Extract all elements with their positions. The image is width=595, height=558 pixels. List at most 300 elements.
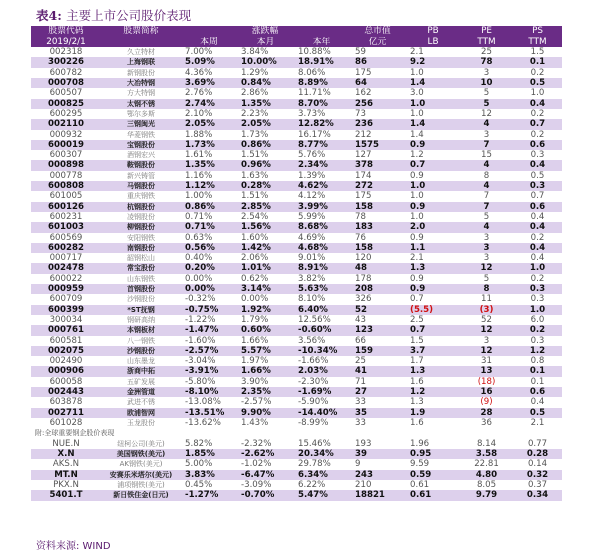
week-change: 1.61% bbox=[181, 150, 237, 160]
stock-code: 601028 bbox=[31, 418, 101, 428]
stock-code: 601003 bbox=[31, 222, 101, 232]
market-cap: 120 bbox=[349, 253, 406, 263]
pb-value: 3.7 bbox=[406, 346, 460, 356]
header-pb-sub: LB bbox=[406, 37, 460, 48]
ps-value: 0.3 bbox=[513, 294, 562, 304]
stock-name: 重庆钢铁 bbox=[101, 191, 181, 201]
market-cap: 76 bbox=[349, 233, 406, 243]
month-change: 1.73% bbox=[237, 130, 294, 140]
week-change: 3.69% bbox=[181, 78, 237, 88]
stock-name: 鞍钢股份 bbox=[101, 160, 181, 170]
table-row bbox=[31, 212, 562, 222]
note-row bbox=[31, 428, 562, 439]
week-change: 1.73% bbox=[181, 140, 237, 150]
stock-code: 600022 bbox=[31, 274, 101, 284]
header-row-2 bbox=[31, 37, 562, 48]
market-cap: 1575 bbox=[349, 140, 406, 150]
stock-name: 新日铁住金(日元) bbox=[101, 490, 181, 500]
year-change: 8.77% bbox=[294, 140, 349, 150]
ps-value: 0.2 bbox=[513, 233, 562, 243]
month-change: -0.70% bbox=[237, 490, 294, 500]
ps-value: 0.77 bbox=[513, 439, 562, 449]
table-row bbox=[31, 325, 562, 335]
pb-value: 0.9 bbox=[406, 171, 460, 181]
ps-value: 0.28 bbox=[513, 449, 562, 459]
year-change: 2.34% bbox=[294, 160, 349, 170]
table-row bbox=[31, 366, 562, 376]
stock-code: 603878 bbox=[31, 397, 101, 407]
stock-name: AK钢铁(美元) bbox=[101, 459, 181, 469]
pb-value: 2.1 bbox=[406, 253, 460, 263]
pb-value: 1.7 bbox=[406, 356, 460, 366]
market-cap: 66 bbox=[349, 336, 406, 346]
month-change: 1.97% bbox=[237, 356, 294, 366]
market-cap: 33 bbox=[349, 418, 406, 428]
month-change: 1.92% bbox=[237, 305, 294, 315]
week-change: 0.40% bbox=[181, 253, 237, 263]
week-change: -13.62% bbox=[181, 418, 237, 428]
stock-code: 002490 bbox=[31, 356, 101, 366]
week-change: 0.71% bbox=[181, 212, 237, 222]
month-change: 1.63% bbox=[237, 171, 294, 181]
week-change: -13.08% bbox=[181, 397, 237, 407]
ps-value: 0.3 bbox=[513, 284, 562, 294]
stock-name: 首钢股份 bbox=[101, 284, 181, 294]
pe-value: 12 bbox=[460, 263, 513, 273]
table-row bbox=[31, 202, 562, 212]
ps-value: 0.37 bbox=[513, 480, 562, 490]
stock-code: 000825 bbox=[31, 99, 101, 109]
pb-value: 1.0 bbox=[406, 99, 460, 109]
source-note: 资料来源: WIND bbox=[36, 541, 111, 552]
year-change: 8.06% bbox=[294, 68, 349, 78]
year-change: 4.12% bbox=[294, 191, 349, 201]
stock-code: 300034 bbox=[31, 315, 101, 325]
pb-value: (5.5) bbox=[406, 305, 460, 315]
week-change: 0.71% bbox=[181, 222, 237, 232]
stock-code: 000708 bbox=[31, 78, 101, 88]
week-change: 7.00% bbox=[181, 47, 237, 57]
pe-value: 36 bbox=[460, 418, 513, 428]
stock-name: 沙钢股份 bbox=[101, 346, 181, 356]
table-row bbox=[31, 68, 562, 78]
pb-value: 3.0 bbox=[406, 88, 460, 98]
pe-value: 3 bbox=[460, 130, 513, 140]
table-row bbox=[31, 387, 562, 397]
stock-name: 本钢板材 bbox=[101, 325, 181, 335]
year-change: -8.99% bbox=[294, 418, 349, 428]
year-change: 4.68% bbox=[294, 243, 349, 253]
month-change: 0.96% bbox=[237, 160, 294, 170]
stock-name: 马钢股份 bbox=[101, 181, 181, 191]
ps-value: 0.3 bbox=[513, 336, 562, 346]
header-pe: PE bbox=[460, 26, 513, 37]
pb-value: 1.0 bbox=[406, 109, 460, 119]
pe-value: 4.80 bbox=[460, 470, 513, 480]
month-change: 0.28% bbox=[237, 181, 294, 191]
header-pb: PB bbox=[406, 26, 460, 37]
stock-code: 600808 bbox=[31, 181, 101, 191]
stock-code: 002110 bbox=[31, 119, 101, 129]
stock-code: 600282 bbox=[31, 243, 101, 253]
table-row bbox=[31, 171, 562, 181]
pb-value: 0.7 bbox=[406, 294, 460, 304]
pe-value: 4 bbox=[460, 119, 513, 129]
year-change: 3.56% bbox=[294, 336, 349, 346]
pe-value: 16 bbox=[460, 387, 513, 397]
week-change: -13.51% bbox=[181, 408, 237, 418]
month-change: 3.84% bbox=[237, 47, 294, 57]
month-change: 1.51% bbox=[237, 191, 294, 201]
pb-value: 0.7 bbox=[406, 160, 460, 170]
pb-value: 0.59 bbox=[406, 470, 460, 480]
month-change: 2.54% bbox=[237, 212, 294, 222]
stock-name: 浦项钢铁(美元) bbox=[101, 480, 181, 490]
pb-value: 0.95 bbox=[406, 449, 460, 459]
ps-value: 0.6 bbox=[513, 140, 562, 150]
stock-name: 酒钢宏兴 bbox=[101, 150, 181, 160]
table-row bbox=[31, 336, 562, 346]
week-change: -1.27% bbox=[181, 490, 237, 500]
month-change: 2.85% bbox=[237, 202, 294, 212]
stock-code: 600019 bbox=[31, 140, 101, 150]
market-cap: 158 bbox=[349, 243, 406, 253]
stock-name: 南钢股份 bbox=[101, 243, 181, 253]
year-change: 6.40% bbox=[294, 305, 349, 315]
header-ps-sub: TTM bbox=[513, 37, 562, 48]
year-change: 8.10% bbox=[294, 294, 349, 304]
week-change: 2.10% bbox=[181, 109, 237, 119]
table-row bbox=[31, 88, 562, 98]
stock-name: 常宝股份 bbox=[101, 263, 181, 273]
year-change: 9.01% bbox=[294, 253, 349, 263]
week-change: -3.04% bbox=[181, 356, 237, 366]
year-change: 6.22% bbox=[294, 480, 349, 490]
stock-name: 柳钢股份 bbox=[101, 222, 181, 232]
year-change: -1.66% bbox=[294, 356, 349, 366]
header-blank bbox=[101, 37, 181, 48]
pe-value: (18) bbox=[460, 377, 513, 387]
pe-value: 4 bbox=[460, 222, 513, 232]
stock-code: 000959 bbox=[31, 284, 101, 294]
week-change: 1.85% bbox=[181, 449, 237, 459]
market-cap: 159 bbox=[349, 346, 406, 356]
year-change: 8.70% bbox=[294, 99, 349, 109]
pb-value: 1.5 bbox=[406, 336, 460, 346]
stock-code: MT.N bbox=[31, 470, 101, 480]
week-change: 5.09% bbox=[181, 57, 237, 67]
pb-value: 1.0 bbox=[406, 212, 460, 222]
year-change: -14.40% bbox=[294, 408, 349, 418]
ps-value: 1.0 bbox=[513, 263, 562, 273]
stock-code: 600569 bbox=[31, 233, 101, 243]
stock-code: PKX.N bbox=[31, 480, 101, 490]
ps-value: 0.4 bbox=[513, 243, 562, 253]
market-cap: 378 bbox=[349, 160, 406, 170]
table-row bbox=[31, 490, 562, 500]
market-cap: 43 bbox=[349, 315, 406, 325]
ps-value: 0.4 bbox=[513, 222, 562, 232]
ps-value: 0.32 bbox=[513, 470, 562, 480]
stock-code: NUE.N bbox=[31, 439, 101, 449]
month-change: 0.86% bbox=[237, 140, 294, 150]
stock-code: 600507 bbox=[31, 88, 101, 98]
stock-name: 纽柯公司(美元) bbox=[101, 439, 181, 449]
pe-value: 11 bbox=[460, 294, 513, 304]
pe-value: 8.05 bbox=[460, 480, 513, 490]
stock-code: X.N bbox=[31, 449, 101, 459]
market-cap: 41 bbox=[349, 366, 406, 376]
stock-name: 华菱钢铁 bbox=[101, 130, 181, 140]
year-change: 29.78% bbox=[294, 459, 349, 469]
year-change: -10.34% bbox=[294, 346, 349, 356]
market-cap: 272 bbox=[349, 181, 406, 191]
ps-value: 0.6 bbox=[513, 202, 562, 212]
market-cap: 73 bbox=[349, 109, 406, 119]
ps-value: 0.4 bbox=[513, 253, 562, 263]
month-change: -2.57% bbox=[237, 397, 294, 407]
month-change: 5.57% bbox=[237, 346, 294, 356]
ps-value: 0.2 bbox=[513, 274, 562, 284]
market-cap: 123 bbox=[349, 325, 406, 335]
ps-value: 0.1 bbox=[513, 57, 562, 67]
year-change: 2.03% bbox=[294, 366, 349, 376]
global-stocks bbox=[31, 439, 562, 501]
month-change: 3.90% bbox=[237, 377, 294, 387]
pb-value: 9.2 bbox=[406, 57, 460, 67]
stock-code: 600399 bbox=[31, 305, 101, 315]
header-code: 股票代码 bbox=[31, 26, 101, 37]
pb-value: 1.3 bbox=[406, 397, 460, 407]
table-row bbox=[31, 315, 562, 325]
ps-value: 0.5 bbox=[513, 408, 562, 418]
market-cap: 326 bbox=[349, 294, 406, 304]
stock-name: 鄂尔多斯 bbox=[101, 109, 181, 119]
stock-name: 武进不锈 bbox=[101, 397, 181, 407]
market-cap: 9 bbox=[349, 459, 406, 469]
pb-value: 1.1 bbox=[406, 243, 460, 253]
pe-value: 3 bbox=[460, 253, 513, 263]
year-change: 4.69% bbox=[294, 233, 349, 243]
table-row bbox=[31, 233, 562, 243]
header-mktcap: 总市值 bbox=[349, 26, 406, 37]
pe-value: 3 bbox=[460, 233, 513, 243]
ps-value: 0.4 bbox=[513, 397, 562, 407]
stock-code: 000906 bbox=[31, 366, 101, 376]
table-row bbox=[31, 470, 562, 480]
stock-code: AKS.N bbox=[31, 459, 101, 469]
market-cap: 236 bbox=[349, 119, 406, 129]
table-row bbox=[31, 408, 562, 418]
year-change: 8.68% bbox=[294, 222, 349, 232]
note-section bbox=[31, 428, 562, 439]
month-change: 1.35% bbox=[237, 99, 294, 109]
stock-name: 新兴铸管 bbox=[101, 171, 181, 181]
pe-value: 7 bbox=[460, 140, 513, 150]
ps-value: 0.4 bbox=[513, 99, 562, 109]
week-change: 3.83% bbox=[181, 470, 237, 480]
stock-name: 韶钢松山 bbox=[101, 253, 181, 263]
market-cap: 48 bbox=[349, 263, 406, 273]
pb-value: 1.0 bbox=[406, 68, 460, 78]
pe-value: (9) bbox=[460, 397, 513, 407]
table-row bbox=[31, 274, 562, 284]
market-cap: 162 bbox=[349, 88, 406, 98]
pe-value: 3 bbox=[460, 336, 513, 346]
pb-value: 1.96 bbox=[406, 439, 460, 449]
year-change: 5.47% bbox=[294, 490, 349, 500]
pb-value: 1.3 bbox=[406, 366, 460, 376]
stock-code: 601005 bbox=[31, 191, 101, 201]
pb-value: 1.2 bbox=[406, 387, 460, 397]
year-change: 5.99% bbox=[294, 212, 349, 222]
stock-name: 沙钢股份 bbox=[101, 294, 181, 304]
week-change: 0.00% bbox=[181, 274, 237, 284]
table-row bbox=[31, 109, 562, 119]
pb-value: 2.0 bbox=[406, 222, 460, 232]
month-change: 1.66% bbox=[237, 366, 294, 376]
month-change: -3.09% bbox=[237, 480, 294, 490]
pe-value: 5 bbox=[460, 274, 513, 284]
pe-value: 13 bbox=[460, 366, 513, 376]
year-change: 3.99% bbox=[294, 202, 349, 212]
stock-code: 002443 bbox=[31, 387, 101, 397]
month-change: -2.62% bbox=[237, 449, 294, 459]
stock-name: 杭钢股份 bbox=[101, 202, 181, 212]
stock-code: 002711 bbox=[31, 408, 101, 418]
year-change: 3.82% bbox=[294, 274, 349, 284]
ps-value: 1.2 bbox=[513, 346, 562, 356]
table-row bbox=[31, 263, 562, 273]
pe-value: 31 bbox=[460, 356, 513, 366]
month-change: 2.35% bbox=[237, 387, 294, 397]
header-ps: PS bbox=[513, 26, 562, 37]
pe-value: 5 bbox=[460, 212, 513, 222]
stock-code: 300226 bbox=[31, 57, 101, 67]
pe-value: 12 bbox=[460, 346, 513, 356]
ps-value: 0.34 bbox=[513, 490, 562, 500]
table-row bbox=[31, 418, 562, 428]
month-change: 1.60% bbox=[237, 233, 294, 243]
pb-value: 2.5 bbox=[406, 315, 460, 325]
year-change: 20.34% bbox=[294, 449, 349, 459]
ps-value: 1.5 bbox=[513, 47, 562, 57]
month-change: 2.23% bbox=[237, 109, 294, 119]
stock-name: 凌钢股份 bbox=[101, 212, 181, 222]
stock-name: 玉龙股份 bbox=[101, 418, 181, 428]
ps-value: 1.0 bbox=[513, 305, 562, 315]
market-cap: 208 bbox=[349, 284, 406, 294]
header-row-1 bbox=[31, 26, 562, 37]
stock-code: 002318 bbox=[31, 47, 101, 57]
table-row bbox=[31, 222, 562, 232]
table-row bbox=[31, 377, 562, 387]
table-row bbox=[31, 57, 562, 67]
week-change: 1.16% bbox=[181, 171, 237, 181]
market-cap: 59 bbox=[349, 47, 406, 57]
ps-value: 6.0 bbox=[513, 315, 562, 325]
pe-value: 12 bbox=[460, 325, 513, 335]
pe-value: 22.81 bbox=[460, 459, 513, 469]
pb-value: 0.9 bbox=[406, 284, 460, 294]
market-cap: 193 bbox=[349, 439, 406, 449]
table-row bbox=[31, 150, 562, 160]
year-change: 12.56% bbox=[294, 315, 349, 325]
table-row bbox=[31, 439, 562, 449]
year-change: -2.30% bbox=[294, 377, 349, 387]
market-cap: 64 bbox=[349, 78, 406, 88]
ps-value: 0.7 bbox=[513, 119, 562, 129]
week-change: 1.88% bbox=[181, 130, 237, 140]
market-cap: 18821 bbox=[349, 490, 406, 500]
year-change: 3.73% bbox=[294, 109, 349, 119]
table-row bbox=[31, 47, 562, 57]
table-row bbox=[31, 459, 562, 469]
week-change: 2.74% bbox=[181, 99, 237, 109]
pb-value: 1.6 bbox=[406, 377, 460, 387]
year-change: 4.62% bbox=[294, 181, 349, 191]
stock-name: 三钢闽光 bbox=[101, 119, 181, 129]
table-row bbox=[31, 356, 562, 366]
pe-value: 8.14 bbox=[460, 439, 513, 449]
week-change: -8.10% bbox=[181, 387, 237, 397]
week-change: 0.56% bbox=[181, 243, 237, 253]
month-change: 1.66% bbox=[237, 336, 294, 346]
week-change: -1.60% bbox=[181, 336, 237, 346]
note-text: 附:全球重要钢企股价表现 bbox=[31, 428, 562, 439]
table-row bbox=[31, 294, 562, 304]
market-cap: 71 bbox=[349, 377, 406, 387]
header-week: 本周 bbox=[181, 37, 237, 48]
stock-name: 山东墨龙 bbox=[101, 356, 181, 366]
market-cap: 27 bbox=[349, 387, 406, 397]
ps-value: 0.14 bbox=[513, 459, 562, 469]
week-change: 0.00% bbox=[181, 284, 237, 294]
ps-value: 0.5 bbox=[513, 171, 562, 181]
pe-value: 5 bbox=[460, 88, 513, 98]
market-cap: 256 bbox=[349, 99, 406, 109]
month-change: 3.14% bbox=[237, 284, 294, 294]
pb-value: 1.4 bbox=[406, 119, 460, 129]
pe-value: 5 bbox=[460, 99, 513, 109]
week-change: 4.36% bbox=[181, 68, 237, 78]
stock-performance-table bbox=[31, 26, 562, 501]
header-year: 本年 bbox=[294, 37, 349, 48]
pe-value: 25 bbox=[460, 47, 513, 57]
header-date: 2019/2/1 bbox=[31, 37, 101, 48]
month-change: 1.43% bbox=[237, 418, 294, 428]
stock-name: 浙商中拓 bbox=[101, 366, 181, 376]
table-caption: 主要上市公司股价表现 bbox=[66, 8, 192, 23]
pe-value: 7 bbox=[460, 202, 513, 212]
pb-value: 1.2 bbox=[406, 150, 460, 160]
ps-value: 0.7 bbox=[513, 191, 562, 201]
table-row bbox=[31, 191, 562, 201]
pb-value: 1.0 bbox=[406, 191, 460, 201]
ps-value: 1.0 bbox=[513, 88, 562, 98]
ps-value: 0.8 bbox=[513, 356, 562, 366]
pb-value: 9.59 bbox=[406, 459, 460, 469]
ps-value: 0.2 bbox=[513, 130, 562, 140]
pb-value: 1.9 bbox=[406, 408, 460, 418]
month-change: 0.60% bbox=[237, 325, 294, 335]
year-change: 15.46% bbox=[294, 439, 349, 449]
month-change: 2.86% bbox=[237, 88, 294, 98]
year-change: 18.91% bbox=[294, 57, 349, 67]
stock-code: 002478 bbox=[31, 263, 101, 273]
pe-value: 3 bbox=[460, 243, 513, 253]
ps-value: 0.5 bbox=[513, 78, 562, 88]
